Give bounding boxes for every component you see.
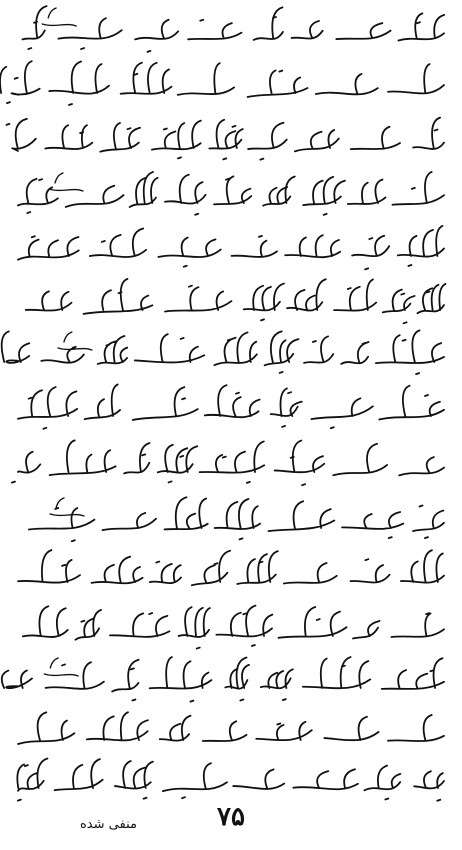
handwriting-strokes [6, 118, 444, 160]
manuscript-line-text: ... [443, 790, 444, 791]
manuscript-line-3 [6, 118, 444, 160]
handwriting-strokes [18, 712, 444, 744]
handwriting-strokes [18, 172, 444, 215]
handwriting-strokes [17, 759, 444, 801]
manuscript-line-11 [18, 550, 445, 585]
manuscript-line-text: در امور و ضایع و مانقص سازد مشکل کسی را بعد از آنکه رضای الهی در جمع خلقت ... [407, 95, 444, 96]
manuscript-line-text: ... [443, 474, 444, 475]
manuscript-line-12 [23, 606, 445, 649]
manuscript-line-1 [22, 6, 444, 52]
handwriting-strokes [26, 279, 446, 323]
manuscript-line-5 [18, 226, 445, 269]
footer-note-text: منفی شده [80, 817, 137, 832]
manuscript-line-text: ... [443, 312, 444, 313]
manuscript-line-text: ... [443, 638, 444, 639]
manuscript-line-text: ... [443, 690, 444, 691]
manuscript-line-text: ... [443, 530, 444, 531]
handwriting-strokes [22, 6, 444, 52]
manuscript-line-14 [18, 712, 445, 744]
manuscript-line-text: ... [443, 364, 444, 365]
manuscript-line-4 [18, 172, 445, 215]
manuscript-line-text: ... [443, 742, 444, 743]
manuscript-line-2 [0, 61, 445, 105]
manuscript-line-10 [29, 497, 445, 541]
handwriting-strokes [18, 226, 444, 269]
handwriting-strokes [29, 497, 444, 541]
handwriting-strokes [18, 550, 444, 585]
marginal-stroke [44, 658, 78, 676]
handwriting-strokes [23, 606, 444, 649]
manuscript-line-text: آنحضرت بهم رسیدم بعد درست کار عقیده و سرانجام غرض کرده به بلند و مشکو مرتبه... [407, 40, 444, 41]
manuscript-line-7 [0, 330, 445, 374]
manuscript-line-text: میخواهد از عزت و بزرگی آنکه روزها ... [427, 150, 444, 151]
manuscript-line-6 [26, 279, 446, 323]
manuscript-line-9 [12, 440, 445, 485]
manuscript-line-text: ... [443, 418, 444, 419]
manuscript-line-13 [0, 657, 445, 702]
manuscript-line-text: زندگانی ... [439, 205, 444, 206]
marginal-stroke [50, 498, 84, 516]
page-number: ۷۵ [217, 802, 245, 832]
manuscript-line-8 [18, 384, 445, 428]
manuscript-line-text: ... [443, 584, 444, 585]
handwriting-strokes [0, 657, 444, 702]
manuscript-line-text: ... [443, 258, 444, 259]
handwriting-strokes [0, 61, 444, 105]
handwriting-strokes [18, 384, 444, 428]
marginal-stroke [42, 8, 76, 26]
handwriting-strokes [12, 440, 444, 485]
marginal-stroke [49, 173, 83, 191]
manuscript-line-15 [17, 759, 444, 801]
